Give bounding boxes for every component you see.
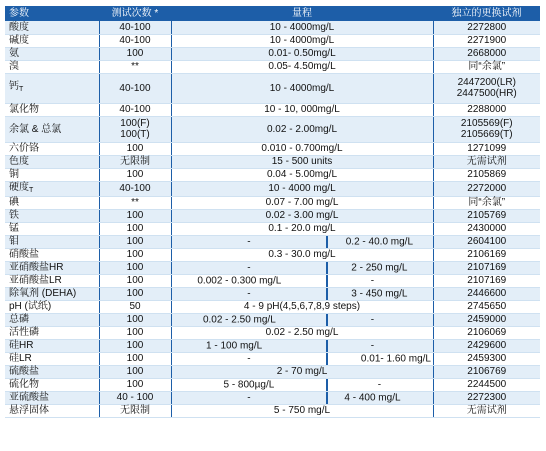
param-text: 悬浮固体 (9, 405, 49, 416)
cell-range: 0.05- 4.50mg/L (171, 60, 433, 73)
cell-test-count: 100 (99, 142, 171, 155)
cell-reagent: 2459000 (433, 313, 540, 326)
cell-reagent: 2105769 (433, 209, 540, 222)
cell-reagent: 2106769 (433, 365, 540, 378)
range-left-value: 1 - 100 mg/L (206, 340, 263, 351)
param-text: pH (试纸) (9, 301, 52, 312)
cell-reagent: 无需试剂 (433, 404, 540, 417)
cell-reagent: 同“余氯” (433, 196, 540, 209)
table-row (5, 391, 540, 404)
table-row (5, 21, 540, 34)
cell-reagent: 2288000 (433, 103, 540, 116)
cell-test-count: 无限制 (99, 155, 171, 168)
table-body (5, 21, 540, 417)
cell-range (171, 313, 433, 326)
param-text: 余氯 & 总氯 (9, 123, 62, 135)
reagent-line: 2447200(LR) (457, 77, 516, 88)
cell-param (5, 261, 99, 274)
param-text: 色度 (9, 156, 29, 167)
table-row (5, 181, 540, 196)
param-text: 硝酸盐 (9, 249, 39, 260)
cell-range (171, 274, 433, 287)
range-left-value: - (247, 353, 251, 364)
cell-test-count: 40-100 (99, 181, 171, 196)
param-text: 六价铬 (9, 143, 39, 154)
cell-param (5, 168, 99, 181)
reagent-table (5, 6, 540, 418)
param-text: 铜 (9, 169, 19, 180)
cell-range (171, 378, 433, 391)
table-row (5, 235, 540, 248)
cell-reagent: 2272300 (433, 391, 540, 404)
cell-range: 0.02 - 2.50 mg/L (171, 326, 433, 339)
cell-reagent: 2272000 (433, 181, 540, 196)
cell-range: 0.04 - 5.00mg/L (171, 168, 433, 181)
cell-test-count: 100 (99, 248, 171, 261)
cell-reagent: 2430000 (433, 222, 540, 235)
range-right-value: - (370, 314, 375, 325)
cell-range: 4 - 9 pH(4,5,6,7,8,9 steps) (171, 300, 433, 313)
reagent-line: 2447500(HR) (456, 88, 517, 99)
cell-range: 10 - 4000mg/L (171, 73, 433, 103)
cell-reagent: 同“余氯” (433, 60, 540, 73)
table-row (5, 261, 540, 274)
cell-reagent: 2106169 (433, 248, 540, 261)
table-row (5, 73, 540, 103)
table-row (5, 103, 540, 116)
range-right-value: - (377, 379, 382, 390)
table-row (5, 116, 540, 142)
cell-range: 0.01- 0.50mg/L (171, 47, 433, 60)
cell-reagent: 2107169 (433, 274, 540, 287)
param-text: 氨 (9, 48, 19, 59)
cell-test-count: ** (99, 60, 171, 73)
reagent-line: 2105569(F) (460, 118, 513, 129)
table-row (5, 365, 540, 378)
cell-param (5, 300, 99, 313)
table-row (5, 142, 540, 155)
table-row (5, 352, 540, 365)
cell-param (5, 352, 99, 365)
cell-range: 2 - 70 mg/L (171, 365, 433, 378)
param-text: 亚硫酸盐 (9, 392, 49, 403)
param-subscript: T (29, 186, 34, 194)
table-row (5, 404, 540, 417)
param-text: 硅HR (9, 340, 34, 351)
cell-reagent: 2107169 (433, 261, 540, 274)
header-param: 参数 (5, 6, 99, 21)
cell-reagent: 2604100 (433, 235, 540, 248)
table-row (5, 168, 540, 181)
cell-range (171, 352, 433, 365)
cell-test-count: 100 (99, 287, 171, 300)
param-text: 除氧剂 (DEHA) (9, 288, 77, 299)
param-text: 活性磷 (9, 327, 39, 338)
range-left-value: 0.02 - 2.50 mg/L (202, 314, 276, 325)
cell-param (5, 235, 99, 248)
param-text: 钼 (9, 236, 19, 247)
range-right-value: - (370, 340, 375, 351)
cell-reagent: 2271900 (433, 34, 540, 47)
table-row (5, 248, 540, 261)
cell-test-count (99, 116, 171, 142)
cell-range: 10 - 4000 mg/L (171, 181, 433, 196)
range-left-value: 5 - 800µg/L (223, 379, 275, 390)
table-row (5, 34, 540, 47)
param-text: 氯化物 (9, 104, 39, 115)
cell-test-count: 100 (99, 339, 171, 352)
table-row (5, 196, 540, 209)
cell-param (5, 378, 99, 391)
cell-param (5, 209, 99, 222)
cell-reagent (433, 116, 540, 142)
param-text: 铁 (9, 210, 19, 221)
cell-range: 10 - 4000mg/L (171, 34, 433, 47)
cell-test-count: 40-100 (99, 73, 171, 103)
cell-reagent: 2745650 (433, 300, 540, 313)
range-right-value: - (370, 275, 375, 286)
table-row (5, 313, 540, 326)
cell-param (5, 287, 99, 300)
cell-range: 10 - 4000mg/L (171, 21, 433, 34)
cell-range: 10 - 10, 000mg/L (171, 103, 433, 116)
range-left-value: - (247, 236, 251, 247)
cell-test-count: 100 (99, 378, 171, 391)
cell-test-count: ** (99, 196, 171, 209)
cell-param (5, 60, 99, 73)
cell-reagent: 2668000 (433, 47, 540, 60)
cell-param (5, 116, 99, 142)
cell-range (171, 261, 433, 274)
cell-reagent: 2446600 (433, 287, 540, 300)
cell-param (5, 103, 99, 116)
header-range: 量程 (171, 6, 433, 21)
table-row (5, 155, 540, 168)
param-text: 亚硝酸盐HR (9, 262, 64, 273)
range-left-value: - (247, 288, 251, 299)
cell-reagent: 2106069 (433, 326, 540, 339)
range-left-value: - (247, 392, 251, 403)
range-left-value: 0.002 - 0.300 mg/L (197, 275, 282, 286)
cell-range: 0.02 - 3.00 mg/L (171, 209, 433, 222)
cell-reagent: 2429600 (433, 339, 540, 352)
range-right-value: 2 - 250 mg/L (351, 262, 408, 273)
cell-test-count: 40-100 (99, 21, 171, 34)
cell-reagent: 2105869 (433, 168, 540, 181)
cell-range: 0.1 - 20.0 mg/L (171, 222, 433, 235)
cell-param (5, 313, 99, 326)
cell-test-count: 40 - 100 (99, 391, 171, 404)
cell-param (5, 21, 99, 34)
cell-reagent: 2244500 (433, 378, 540, 391)
cell-range (171, 235, 433, 248)
param-text: 碱度 (9, 35, 29, 46)
header-test-count: 测试次数 * (99, 6, 171, 21)
cell-test-count: 100 (99, 47, 171, 60)
header-reagent: 独立的更换试剂 (433, 6, 540, 21)
range-right-value: 0.2 - 40.0 mg/L (345, 236, 414, 247)
cell-test-count: 100 (99, 209, 171, 222)
table-row (5, 47, 540, 60)
cell-param (5, 73, 99, 103)
cell-test-count: 40-100 (99, 34, 171, 47)
cell-test-count: 100 (99, 352, 171, 365)
cell-test-count: 40-100 (99, 103, 171, 116)
param-text: 硅LR (9, 353, 32, 364)
range-divider (326, 353, 328, 365)
reagent-line: 2105669(T) (460, 129, 513, 140)
table-header-row (5, 6, 540, 21)
cell-range: 0.02 - 2.00mg/L (171, 116, 433, 142)
table-row (5, 222, 540, 235)
param-text: 亚硝酸盐LR (9, 275, 62, 286)
cell-param (5, 222, 99, 235)
cell-test-count: 100 (99, 274, 171, 287)
cell-reagent (433, 73, 540, 103)
count-line: 100(F) (120, 118, 150, 129)
param-subscript: T (19, 86, 24, 93)
cell-test-count: 50 (99, 300, 171, 313)
cell-param (5, 142, 99, 155)
cell-param (5, 274, 99, 287)
param-text: 硫酸盐 (9, 366, 39, 377)
cell-range: 0.07 - 7.00 mg/L (171, 196, 433, 209)
cell-param (5, 181, 99, 196)
cell-reagent: 2272800 (433, 21, 540, 34)
param-text: 酸度 (9, 21, 29, 33)
param-text: 硬度 (9, 181, 29, 193)
param-text: 总磷 (9, 314, 29, 325)
cell-test-count: 100 (99, 235, 171, 248)
reagent-table-container (5, 6, 540, 418)
cell-range (171, 287, 433, 300)
table-row (5, 209, 540, 222)
cell-param (5, 365, 99, 378)
range-right-value: 3 - 450 mg/L (351, 288, 408, 299)
cell-range: 0.3 - 30.0 mg/L (171, 248, 433, 261)
range-right-value: 0.01- 1.60 mg/L (360, 353, 431, 364)
cell-test-count: 100 (99, 222, 171, 235)
cell-test-count: 100 (99, 261, 171, 274)
cell-param (5, 326, 99, 339)
range-right-value: 4 - 400 mg/L (344, 392, 401, 403)
cell-test-count: 100 (99, 168, 171, 181)
cell-reagent: 1271099 (433, 142, 540, 155)
cell-param (5, 34, 99, 47)
table-row (5, 287, 540, 300)
table-row (5, 326, 540, 339)
cell-range (171, 339, 433, 352)
cell-param (5, 196, 99, 209)
cell-param (5, 391, 99, 404)
table-row (5, 339, 540, 352)
cell-param (5, 339, 99, 352)
cell-range: 15 - 500 units (171, 155, 433, 168)
cell-range (171, 391, 433, 404)
table-row (5, 378, 540, 391)
cell-param (5, 47, 99, 60)
cell-param (5, 248, 99, 261)
param-text: 碘 (9, 197, 19, 208)
table-row (5, 274, 540, 287)
count-line: 100(T) (120, 129, 150, 140)
param-text: 钙 (9, 81, 19, 92)
cell-test-count: 100 (99, 313, 171, 326)
cell-range: 5 - 750 mg/L (171, 404, 433, 417)
cell-param (5, 155, 99, 168)
cell-range: 0.010 - 0.700mg/L (171, 142, 433, 155)
cell-test-count: 100 (99, 326, 171, 339)
cell-reagent: 2459300 (433, 352, 540, 365)
param-text: 锰 (9, 223, 19, 234)
table-row (5, 300, 540, 313)
param-text: 溴 (9, 61, 19, 72)
cell-test-count: 无限制 (99, 404, 171, 417)
cell-reagent: 无需试剂 (433, 155, 540, 168)
cell-test-count: 100 (99, 365, 171, 378)
param-text: 硫化物 (9, 379, 39, 390)
range-left-value: - (247, 262, 251, 273)
cell-param (5, 404, 99, 417)
table-row (5, 60, 540, 73)
